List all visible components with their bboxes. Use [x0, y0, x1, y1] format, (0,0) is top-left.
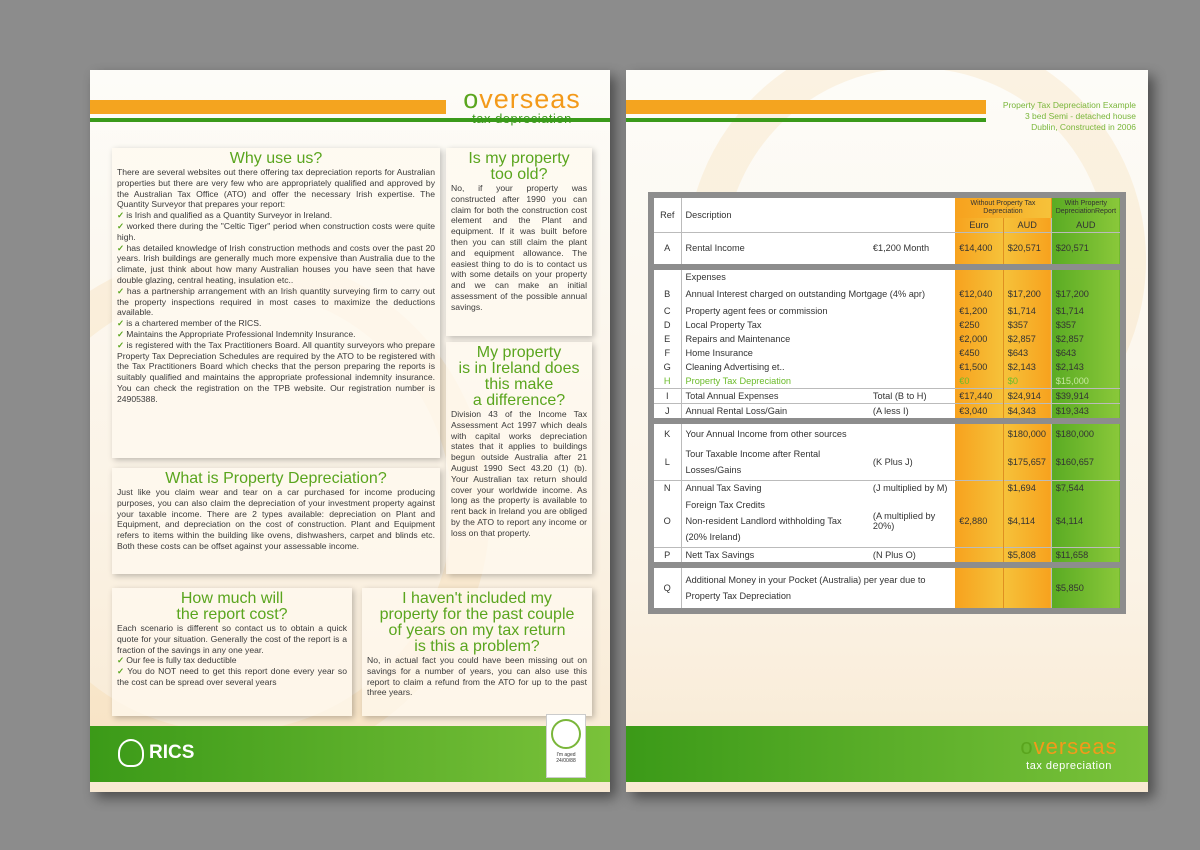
table-row: L Tour Taxable Income after Rental Losses/Gains (K Plus J) $175,657 $160,657 — [651, 444, 1123, 481]
ireland-difference-box — [446, 342, 592, 574]
footer-band — [626, 726, 1148, 782]
list-item: ✓ worked there during the "Celtic Tiger" period when construction costs were quite high. — [117, 220, 436, 242]
table-row: A Rental Income €1,200 Month €14,400 $20,571 $20,571 — [651, 233, 1123, 267]
list-item: ✓ Our fee is fully tax deductible — [117, 655, 237, 666]
footer-logo: overseas tax depreciation — [1020, 734, 1118, 772]
cost-text: Each scenario is different so contact us to obtain a quick quote for your situation. Generally the cost of the report is a fraction of the savings in any one year. — [117, 623, 347, 655]
table-row: N Annual Tax Saving (J multiplied by M) $1,694 $7,544 — [651, 480, 1123, 495]
dep-title: What is Property Depreciation? — [165, 470, 387, 487]
old-title: Is my property too old? — [468, 150, 570, 183]
check-icon: ✓ — [117, 328, 125, 339]
table-row: G Cleaning Advertising et.. €1,500 $2,143 $2,143 — [651, 360, 1123, 374]
logo: overseas tax depreciation — [463, 84, 581, 126]
list-item: ✓ Maintains the Appropriate Professional Indemnity Insurance. — [117, 328, 356, 339]
check-icon: ✓ — [117, 339, 125, 350]
cost-list — [117, 655, 347, 687]
header-orange-bar — [90, 100, 446, 114]
not-included-box — [362, 588, 592, 716]
table-row: B Annual Interest charged on outstanding Mortgage (4% apr) €12,040 $17,200 $17,200 — [651, 284, 1123, 304]
ireland-text: Division 43 of the Income Tax Assessment Act 1997 which deals with capital works depreciation states that it applies to buildings begun outside Australia after 21 August 1990 Sect 43.20 (1) (b). Your Australian tax return should cover your worldwide income. As long as the property is available to rent back in Ireland you are obliged by the ATO to report any income or loss on that property. — [451, 409, 587, 538]
check-icon: ✓ — [117, 655, 125, 666]
table-row: E Repairs and Maintenance €2,000 $2,857 $2,857 — [651, 332, 1123, 346]
cost-title: How much will the report cost? — [176, 590, 288, 623]
list-item: ✓ You do NOT need to get this report done every year so the cost can be spread over several years — [117, 666, 347, 687]
seal-icon — [551, 719, 581, 749]
table-row: I Total Annual Expenses Total (B to H) €17,440 $24,914 $39,914 — [651, 388, 1123, 403]
check-icon: ✓ — [117, 242, 125, 253]
why-intro: There are several websites out there offering tax depreciation reports for Australian properties but there are very few who are appropriately qualified and approved by the Australian Tax Office (ATO) and offer the necessary Irish expertise. The Quantity Surveyor that prepares your report: — [117, 167, 435, 210]
list-item: ✓ is Irish and qualified as a Quantity Surveyor in Ireland. — [117, 210, 333, 221]
rics-logo: RICS — [118, 739, 194, 767]
dep-text: Just like you claim wear and tear on a car purchased for income producing purposes, you can also claim the depreciation of your investment property against your taxable income. There are 2 types available: depreciation on Plant and Equipment, and depreciation on the cost of construction. Plant and Equipment refers to items within the building like ovens, dishwashers, carpet and blinds etc. Both these costs can be offset against your assessable income. — [117, 487, 435, 551]
table-row: Expenses — [651, 267, 1123, 284]
table-row: O Foreign Tax Credits Non-resident Landlord withholding Tax (20% Ireland) (A multiplied by 20%) €2,880 $4,114 $4,114 — [651, 495, 1123, 548]
registration-seal: I'm aged 24/00/88 — [546, 714, 586, 778]
why-title: Why use us? — [229, 150, 323, 167]
header-orange-bar — [626, 100, 986, 114]
notincl-title: I haven't included my property for the past couple of years on my tax return is this a problem? — [379, 590, 575, 655]
why-use-us-box — [112, 148, 440, 458]
header-green-bar — [626, 118, 986, 122]
ireland-title: My property is in Ireland does this make a difference? — [458, 344, 580, 409]
check-icon: ✓ — [117, 285, 125, 296]
check-icon: ✓ — [117, 210, 125, 221]
table-row: F Home Insurance €450 $643 $643 — [651, 346, 1123, 360]
property-too-old-box — [446, 148, 592, 336]
example-caption: Property Tax Depreciation Example 3 bed Semi - detached house Dublin, Constructed in 2006 — [1002, 100, 1136, 132]
table-row: J Annual Rental Loss/Gain (A less I) €3,040 $4,343 $19,343 — [651, 403, 1123, 421]
check-icon: ✓ — [117, 666, 126, 677]
table-row: Euro AUD AUD — [651, 218, 1123, 233]
table-row: Ref Description Without Property Tax Depreciation With Property DepreciationReport — [651, 195, 1123, 218]
list-item: ✓ has detailed knowledge of Irish construction methods and costs over the past 20 years. Irish buildings are generally much more expensive than Australia due to the climate, just think about how many Australian houses you have seen that have double glazing, central heating, insulation etc.. — [117, 242, 436, 285]
footer-band — [90, 726, 610, 782]
depreciation-table — [648, 192, 1126, 614]
table-row: K Your Annual Income from other sources $180,000 $180,000 — [651, 421, 1123, 444]
list-item: ✓ is registered with the Tax Practitioners Board. All quantity surveyors who prepare Property Tax Depreciation Schedules are required by the ATO to be registered with the Tax Practitioners Board which checks that the person preparing the reports is suitably qualified and maintains the appropriate professional indemnity insurance. You can check the registration on the TPB website. Our registration number is 24905388. — [117, 339, 435, 404]
check-icon: ✓ — [117, 318, 125, 329]
check-icon: ✓ — [117, 220, 125, 231]
brochure-page-front — [90, 70, 610, 792]
table-row: P Nett Tax Savings (N Plus O) $5,808 $11,658 — [651, 547, 1123, 565]
table-row: H Property Tax Depreciation €0 $0 $15,000 — [651, 374, 1123, 389]
old-text: No, if your property was constructed after 1990 you can claim for both the construction cost element and the Plant and equipment. If it was built before then you can still claim the plant and equipment allowance. The easiest thing to do is to contact us with some details on your property and we can make an initial assessment of the possible annual savings. — [451, 183, 587, 312]
table-row: Q Additional Money in your Pocket (Australia) per year due to Property Tax Depreciation $5,850 — [651, 565, 1123, 611]
brochure-page-back — [626, 70, 1148, 792]
list-item: ✓ has a partnership arrangement with an Irish quantity surveying firm to carry out the property inspections required in most cases to maximize the deductions available. — [117, 285, 435, 318]
table-row: D Local Property Tax €250 $357 $357 — [651, 318, 1123, 332]
property-depreciation-box — [112, 468, 440, 574]
notincl-text: No, in actual fact you could have been missing out on savings for a number of years, you can also use this report to claim a refund from the ATO for up to the past three years. — [367, 655, 587, 698]
table-row: C Property agent fees or commission €1,200 $1,714 $1,714 — [651, 304, 1123, 318]
lion-icon — [118, 739, 144, 767]
why-list — [117, 210, 435, 404]
report-cost-box — [112, 588, 352, 716]
list-item: ✓ is a chartered member of the RICS. — [117, 318, 262, 329]
